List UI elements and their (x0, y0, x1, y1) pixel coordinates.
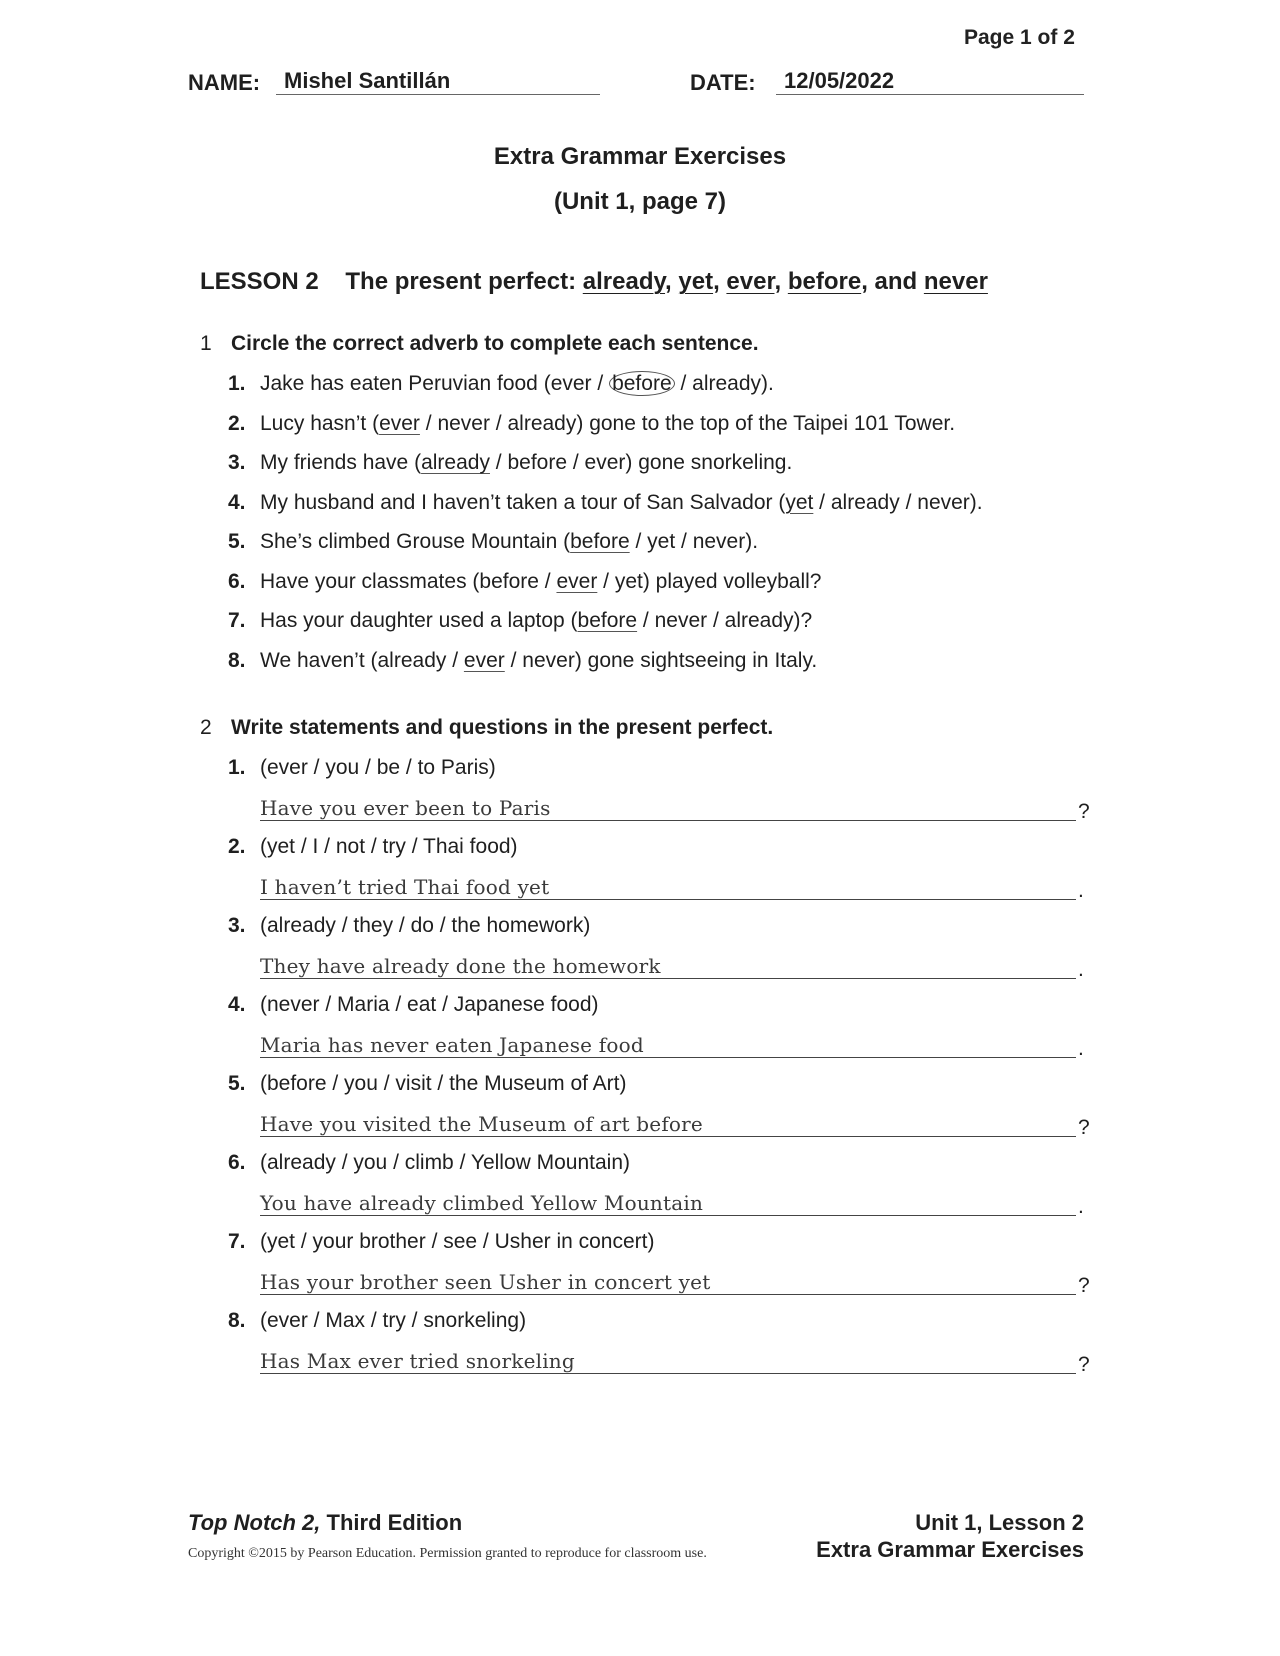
adverb-option[interactable]: never (692, 530, 746, 553)
sentence-start: Have your classmates ( (260, 569, 480, 593)
handwritten-answer: You have already climbed Yellow Mountain (260, 1191, 704, 1215)
answer-line[interactable] (260, 1108, 1076, 1137)
sentence-end: ). (969, 490, 983, 514)
answer-line[interactable] (260, 1345, 1076, 1374)
answer-line[interactable] (260, 871, 1076, 900)
name-field[interactable]: Mishel Santillán (276, 68, 600, 95)
prompt-words: (yet / I / not / try / Thai food) (260, 835, 518, 858)
exercise-number: 2 (200, 716, 212, 739)
prompt-words: (ever / you / be / to Paris) (260, 756, 496, 779)
lesson-word: ever (726, 268, 775, 295)
selected-adverb[interactable]: before (609, 371, 675, 396)
sentence-end: )? (793, 609, 813, 632)
worksheet-subtitle: (Unit 1, page 7) (553, 188, 727, 215)
end-punctuation: ? (1078, 1353, 1090, 1376)
exercise-instruction: Write statements and questions in the present perfect. (231, 716, 774, 739)
adverb-option[interactable]: already (507, 411, 577, 435)
adverb-option[interactable]: never (437, 411, 490, 435)
adverb-option[interactable]: already (377, 648, 447, 672)
sentence-start: My friends have ( (260, 451, 422, 474)
exercise-2-heading (200, 716, 773, 740)
exercise-instruction: Circle the correct adverb to complete each sentence. (231, 332, 759, 355)
lesson-heading: LESSON 2 The present perfect: already, yet, ever, before, and never (200, 268, 988, 295)
lesson-lead: The present perfect: (345, 268, 577, 295)
exercise-2-prompt (228, 914, 590, 938)
lesson-word: before (787, 268, 862, 295)
item-number: 7. (228, 609, 246, 632)
adverb-option[interactable]: already (692, 372, 762, 395)
end-punctuation: . (1078, 958, 1084, 981)
footer-book (188, 1510, 462, 1536)
exercise-1-item: 7. Has your daughter used a laptop (before / never / already)? (228, 609, 813, 632)
sentence-end: ). (745, 530, 759, 553)
answer-line[interactable] (260, 1187, 1076, 1216)
name-label: NAME: (188, 70, 261, 95)
footer-section: Extra Grammar Exercises (816, 1537, 1084, 1562)
exercise-1-item: 1. Jake has eaten Peruvian food (ever / before / already). (228, 372, 774, 395)
prompt-words: (before / you / visit / the Museum of Art) (260, 1072, 627, 1095)
item-number: 5. (228, 1072, 246, 1095)
item-number: 6. (228, 569, 246, 593)
adverb-option[interactable]: ever (584, 451, 626, 474)
exercise-2-prompt (228, 756, 496, 780)
selected-adverb[interactable]: yet (785, 490, 814, 514)
exercise-1-item: 2. Lucy hasn’t (ever / never / already) gone to the top of the Taipei 101 Tower. (228, 411, 956, 435)
sentence-end: ) played volleyball? (642, 569, 822, 593)
exercise-2-prompt (228, 835, 518, 859)
answer-line[interactable] (260, 792, 1076, 821)
exercise-1-heading (200, 332, 759, 356)
worksheet-title: Extra Grammar Exercises (493, 143, 787, 170)
adverb-option[interactable]: yet (647, 530, 676, 553)
exercise-1-item: 6. Have your classmates (before / ever / yet) played volleyball? (228, 569, 822, 593)
handwritten-answer: Have you visited the Museum of art before (260, 1112, 703, 1136)
sentence-start: Jake has eaten Peruvian food ( (260, 372, 551, 395)
date-label: DATE: (690, 70, 756, 95)
answer-line[interactable] (260, 1029, 1076, 1058)
answer-line[interactable] (260, 1266, 1076, 1295)
adverb-option[interactable]: ever (550, 372, 592, 395)
sentence-end: ). (761, 372, 774, 395)
exercise-1-item: 4. My husband and I haven’t taken a tour of San Salvador (yet / already / never). (228, 490, 983, 514)
exercise-2-prompt (228, 1309, 526, 1333)
copyright-notice: Copyright ©2015 by Pearson Education. Permission granted to reproduce for classroom use. (188, 1546, 707, 1561)
end-punctuation: ? (1078, 1274, 1090, 1297)
adverb-option[interactable]: before (479, 569, 539, 593)
item-number: 4. (228, 993, 246, 1016)
lesson-word: yet (678, 268, 714, 295)
selected-adverb[interactable]: ever (379, 411, 420, 435)
prompt-words: (never / Maria / eat / Japanese food) (260, 993, 599, 1016)
adverb-option[interactable]: never (917, 490, 970, 514)
exercise-2-prompt (228, 1072, 626, 1096)
exercise-2-prompt (228, 1151, 630, 1175)
exercise-number: 1 (200, 332, 212, 355)
sentence-end: ) gone sightseeing in Italy. (574, 648, 818, 672)
handwritten-answer: They have already done the homework (260, 954, 661, 978)
item-number: 3. (228, 451, 246, 474)
sentence-start: She’s climbed Grouse Mountain ( (260, 530, 571, 553)
item-number: 7. (228, 1230, 246, 1253)
adverb-option[interactable]: never (654, 609, 708, 632)
book-edition: Third Edition (326, 1510, 463, 1535)
sentence-start: We haven’t ( (260, 648, 378, 672)
sentence-start: Has your daughter used a laptop ( (260, 609, 578, 632)
handwritten-answer: Has Max ever tried snorkeling (260, 1349, 575, 1373)
item-number: 2. (228, 411, 246, 435)
end-punctuation: . (1078, 1195, 1084, 1218)
item-number: 1. (228, 372, 246, 395)
end-punctuation: . (1078, 1037, 1084, 1060)
item-number: 8. (228, 1309, 246, 1332)
answer-line[interactable] (260, 950, 1076, 979)
sentence-end: ) gone to the top of the Taipei 101 Tower. (576, 411, 956, 435)
exercise-1-item: 8. We haven’t (already / ever / never) gone sightseeing in Italy. (228, 648, 818, 672)
exercise-1-item: 3. My friends have (already / before / ever) gone snorkeling. (228, 451, 793, 474)
sentence-start: Lucy hasn’t ( (260, 411, 380, 435)
end-punctuation: ? (1078, 800, 1090, 823)
prompt-words: (already / they / do / the homework) (260, 914, 591, 937)
adverb-option[interactable]: already (830, 490, 900, 514)
page-number: Page 1 of 2 (964, 26, 1075, 49)
adverb-option[interactable]: never (522, 648, 575, 672)
item-number: 1. (228, 756, 246, 779)
item-number: 5. (228, 530, 246, 553)
item-number: 3. (228, 914, 246, 937)
sentence-end: ) gone snorkeling. (625, 451, 793, 474)
lesson-word: never (923, 268, 988, 295)
end-punctuation: . (1078, 879, 1084, 902)
handwritten-answer: Has your brother seen Usher in concert yet (260, 1270, 711, 1294)
prompt-words: (ever / Max / try / snorkeling) (260, 1309, 527, 1332)
lesson-prefix: LESSON 2 (200, 268, 319, 295)
exercise-1-item: 5. She’s climbed Grouse Mountain (before / yet / never). (228, 530, 759, 553)
exercise-2-prompt (228, 993, 599, 1017)
handwritten-answer: Maria has never eaten Japanese food (260, 1033, 644, 1057)
prompt-words: (yet / your brother / see / Usher in concert) (260, 1230, 655, 1253)
handwritten-answer: I haven’t tried Thai food yet (260, 875, 550, 899)
selected-adverb[interactable]: before (577, 609, 638, 632)
end-punctuation: ? (1078, 1116, 1090, 1139)
lesson-and: and (874, 268, 918, 295)
exercise-2-prompt (228, 1230, 655, 1254)
adverb-option[interactable]: before (507, 451, 568, 474)
item-number: 8. (228, 648, 246, 672)
selected-adverb[interactable]: ever (556, 569, 598, 593)
book-title: Top Notch 2, (188, 1510, 321, 1535)
date-field[interactable]: 12/05/2022 (776, 68, 1084, 95)
adverb-option[interactable]: yet (614, 569, 643, 593)
selected-adverb[interactable]: already (421, 451, 490, 474)
lesson-word: already (582, 268, 666, 295)
selected-adverb[interactable]: before (570, 530, 630, 553)
handwritten-answer: Have you ever been to Paris (260, 796, 551, 820)
item-number: 4. (228, 490, 246, 514)
selected-adverb[interactable]: ever (463, 648, 505, 672)
prompt-words: (already / you / climb / Yellow Mountain) (260, 1151, 631, 1174)
item-number: 6. (228, 1151, 246, 1174)
footer-unit-lesson: Unit 1, Lesson 2 (915, 1510, 1084, 1535)
sentence-start: My husband and I haven’t taken a tour of San Salvador ( (260, 490, 786, 514)
adverb-option[interactable]: already (724, 609, 794, 632)
item-number: 2. (228, 835, 246, 858)
